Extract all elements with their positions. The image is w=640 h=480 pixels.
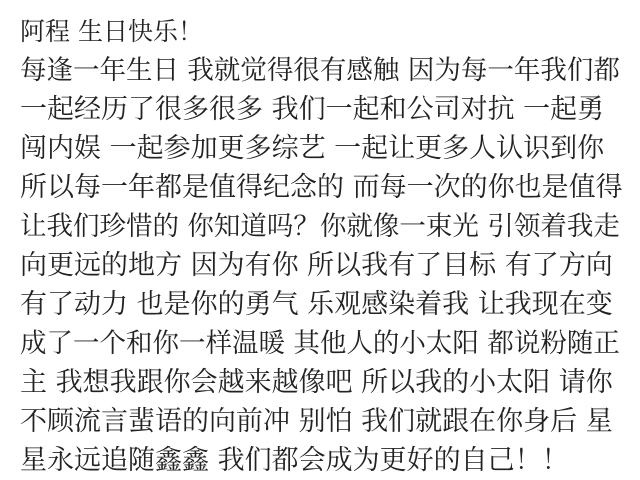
letter-line-2: 一起经历了很多很多 我们一起和公司对抗 一起勇 [20, 94, 605, 125]
handwritten-letter [20, 12, 625, 480]
letter-line-11: 星永远追随鑫鑫 我们都会成为更好的自己！！ [20, 445, 569, 476]
letter-line-1: 每逢一年生日 我就觉得很有感触 因为每一年我们都 [20, 55, 620, 86]
letter-line-8: 成了一个和你一样温暖 其他人的小太阳 都说粉随正 [20, 328, 620, 359]
letter-greeting: 阿程 生日快乐！ [20, 17, 203, 46]
letter-line-3: 闯内娱 一起参加更多综艺 一起让更多人认识到你 [20, 133, 605, 164]
letter-line-5: 让我们珍惜的 你知道吗？你就像一束光 引领着我走 [20, 211, 620, 242]
letter-line-7: 有了动力 也是你的勇气 乐观感染着我 让我现在变 [20, 289, 613, 320]
letter-line-6: 向更远的地方 因为有你 所以我有了目标 有了方向 [20, 250, 613, 281]
letter-line-4: 所以每一年都是值得纪念的 而每一次的你也是值得 [20, 172, 623, 203]
letter-line-10: 不顾流言蜚语的向前冲 别怕 我们就跟在你身后 星 [20, 406, 613, 437]
letter-line-9: 主 我想我跟你会越来越像吧 所以我的小太阳 请你 [20, 367, 613, 398]
